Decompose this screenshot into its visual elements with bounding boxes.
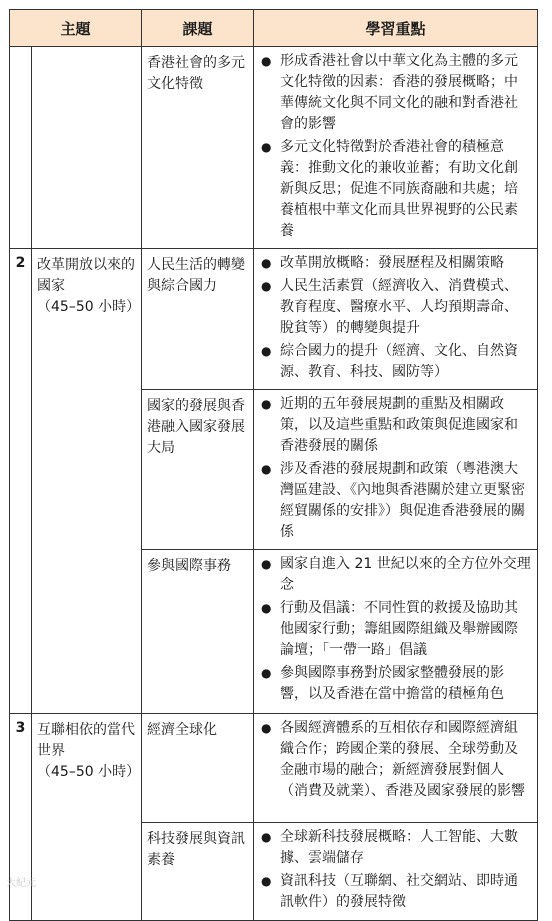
curriculum-table (9, 9, 538, 921)
list-item: ● 行動及倡議：不同性質的救援及協助其他國家行動；籌組國際組織及舉辦國際論壇；「一帶一路」倡議 (261, 600, 519, 658)
theme-title: 改革開放以來的國家 (37, 257, 135, 294)
theme-hours: （45–50 小時） (37, 764, 141, 780)
focus-cell (254, 714, 538, 823)
topic-cell: 經濟全球化 (142, 714, 254, 823)
focus-cell (254, 47, 538, 249)
table-row (10, 714, 538, 823)
list-item: ● 近期的五年發展規劃的重點及相關政策，以及這些重點和政策與促進國家和香港發展的關係 (261, 396, 519, 454)
bullet-icon: ● (261, 140, 272, 154)
focus-cell (254, 550, 538, 714)
table-header-row (10, 10, 538, 47)
list-item: ● 多元文化特徵對於香港社會的積極意義：推動文化的兼收並蓄；有助文化創新與反思；促進不同族裔融和共處；培養植根中華文化而具世界視野的公民素養 (261, 139, 519, 239)
focus-cell (254, 390, 538, 550)
list-item: ● 綜合國力的提升（經濟、文化、自然資源、教育、科技、國防等） (261, 343, 519, 380)
table-row (10, 47, 538, 249)
topic-cell: 人民生活的轉變與綜合國力 (142, 249, 254, 390)
theme-number: 3 (10, 714, 32, 921)
theme-hours: （45–50 小時） (37, 299, 141, 315)
table-row (10, 249, 538, 390)
topic-cell: 國家的發展與香港融入國家發展大局 (142, 390, 254, 550)
bullet-icon: ● (261, 666, 272, 680)
bullet-icon: ● (261, 874, 272, 888)
focus-cell (254, 823, 538, 921)
theme-title-cell (32, 714, 142, 921)
list-item: ● 國家自進入 21 世紀以來的全方位外交理念 (261, 556, 531, 593)
bullet-icon: ● (261, 344, 272, 358)
list-item: ● 改革開放概略：發展歷程及相關策略 (258, 253, 531, 274)
list-item: ● 涉及香港的發展規劃和政策（粵港澳大灣區建設、《內地與香港關於建立更緊密經貿關係的安排》）與促進香港發展的關係 (261, 461, 526, 540)
list-item: ● 各國經濟體系的互相依存和國際經濟組織合作；跨國企業的發展、全球勞動及金融市場的融合；新經濟發展對個人（消費及就業）、香港及國家發展的影響 (261, 720, 526, 799)
list-item: ● 參與國際事務對於國家整體發展的影響，以及香港在當中擔當的積極角色 (261, 665, 505, 702)
header-topic: 課題 (142, 10, 254, 47)
topic-cell: 參與國際事務 (142, 550, 254, 714)
bullet-icon: ● (261, 256, 272, 270)
bullet-icon: ● (261, 601, 272, 615)
list-item: ● 資訊科技（互聯網、社交網站、即時通訊軟件）的發展特徵 (261, 873, 519, 910)
bullet-icon: ● (261, 397, 272, 411)
list-item: ● 全球新科技發展概略：人工智能、大數據、雲端儲存 (261, 829, 519, 866)
header-theme: 主題 (10, 10, 142, 47)
watermark: 大紀元 (6, 878, 36, 889)
list-item: ● 人民生活素質（經濟收入、消費模式、教育程度、醫療水平、人均預期壽命、脫貧等）的轉變與提升 (261, 278, 519, 336)
theme-title: 互聯相依的當代世界 (37, 722, 135, 759)
topic-cell: 科技發展與資訊素養 (142, 823, 254, 921)
bullet-icon: ● (261, 462, 272, 476)
header-focus: 學習重點 (254, 10, 538, 47)
bullet-icon: ● (261, 721, 272, 735)
bullet-icon: ● (261, 54, 272, 68)
theme-number: 2 (10, 249, 32, 714)
theme-title-cell (32, 249, 142, 714)
bullet-icon: ● (261, 830, 272, 844)
topic-cell: 香港社會的多元文化特徵 (142, 47, 254, 249)
theme-number-cell (10, 47, 32, 249)
theme-cell (32, 47, 142, 249)
focus-cell (254, 249, 538, 390)
bullet-icon: ● (261, 557, 272, 571)
bullet-icon: ● (261, 279, 272, 293)
list-item: ● 形成香港社會以中華文化為主體的多元文化特徵的因素：香港的發展概略；中華傳統文化與不同文化的融和對香港社會的影響 (261, 53, 519, 132)
